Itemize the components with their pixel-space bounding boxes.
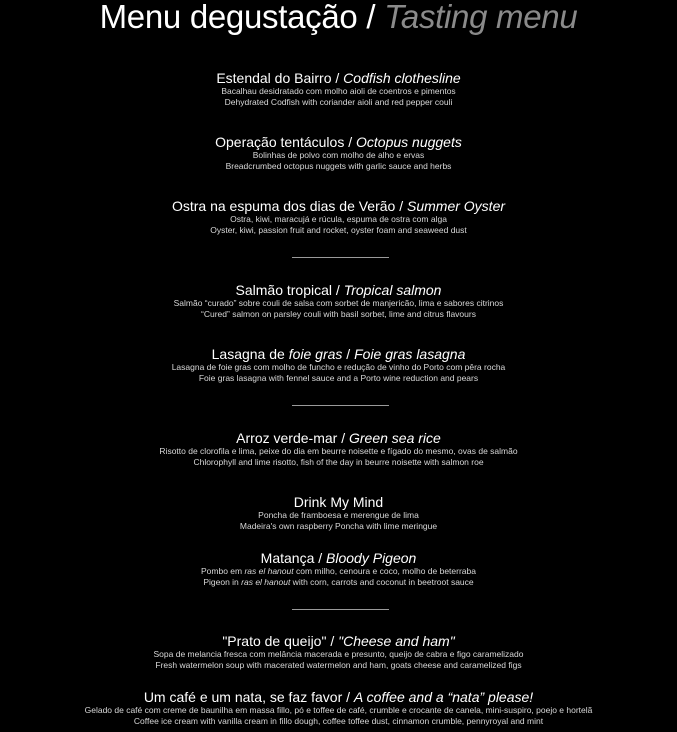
menu-item-codfish	[0, 70, 677, 108]
dish-name-separator: /	[326, 633, 339, 649]
menu-item-oyster	[0, 198, 677, 236]
desc-pt-italic: ras el hanout	[244, 566, 294, 576]
desc-pt-end: com milho, cenoura e coco, molho de beterraba	[293, 566, 476, 576]
dish-name-pt: Estendal do Bairro	[216, 70, 332, 86]
dish-description-en: Madeira's own raspberry Poncha with lime meringue	[239, 521, 438, 531]
dish-name-separator: /	[314, 550, 327, 566]
dish-name-en: Tropical salmon	[343, 282, 442, 298]
dish-name-pt: Salmão tropical	[235, 282, 333, 298]
section-divider	[292, 257, 389, 258]
dish-name-separator: /	[342, 346, 355, 362]
page-title-en: Tasting menu	[384, 0, 578, 35]
dish-title	[0, 346, 677, 362]
dish-name-separator: /	[342, 689, 354, 705]
dish-name-pt: Arroz verde-mar	[236, 430, 338, 446]
dish-name-separator: /	[337, 430, 349, 446]
menu-item-cheese	[0, 633, 677, 671]
section-divider	[292, 405, 389, 406]
dish-description-pt: Gelado de café com creme de baunilha em massa fillo, pó e toffee de café, crumble e crocante de canela, mini-suspiro, poejo e hortelã	[84, 705, 593, 715]
dish-description-pt: Poncha de framboesa e merengue de lima	[258, 510, 419, 520]
menu-item-drink	[0, 494, 677, 532]
dish-title	[0, 282, 677, 298]
menu-item-pigeon	[0, 550, 677, 588]
dish-description-en: Fresh watermelon soup with macerated watermelon and ham, goats cheese and caramelized figs	[155, 660, 522, 670]
dish-name-en: Bloody Pigeon	[326, 550, 417, 566]
dish-name-en: Green sea rice	[348, 430, 441, 446]
dish-title	[0, 494, 677, 510]
dish-description-en: Chlorophyll and lime risotto, fish of the day in beurre noisette with salmon roe	[193, 457, 484, 467]
menu-item-green-rice	[0, 430, 677, 468]
dish-description-pt: Lasagna de foie gras com molho de funcho e redução de vinho do Porto com pêra rocha	[171, 362, 506, 372]
desc-en-start: Pigeon in	[203, 577, 242, 587]
dish-description-en: “Cured” salmon on parsley couli with basil sorbet, lime and citrus flavours	[201, 309, 476, 319]
dish-name-pt-italic: foie gras	[284, 346, 343, 362]
dish-name-separator: /	[331, 70, 344, 86]
dish-description-pt: Risotto de clorofila e lima, peixe do dia em beurre noisette e fígado do mesmo, ovas de salmão	[159, 446, 518, 456]
dish-description-pt	[0, 566, 677, 577]
dish-description-pt: Sopa de melancia fresca com melância macerada e presunto, queijo de cabra e figo caramelizado	[153, 649, 524, 659]
dish-name-pt: Um café e um nata, se faz favor	[143, 689, 343, 705]
dish-title	[0, 430, 677, 446]
dish-title	[0, 633, 677, 649]
menu-item-salmon	[0, 282, 677, 320]
dish-name-separator: /	[344, 134, 356, 150]
page-title-pt: Menu degustação	[99, 0, 358, 35]
desc-en-italic: ras el hanout	[241, 577, 291, 587]
menu-item-lasagna	[0, 346, 677, 384]
dish-description-en: Oyster, kiwi, passion fruit and rocket, oyster foam and seaweed dust	[210, 225, 467, 235]
desc-en-end: with corn, carrots and coconut in beetroot sauce	[290, 577, 474, 587]
dish-title	[0, 689, 677, 705]
dish-name-en: A coffee and a “nata” please!	[353, 689, 534, 705]
page-title	[0, 0, 677, 34]
dish-name-pt: Lasagna de	[211, 346, 285, 362]
dish-name-pt: Matança	[260, 550, 315, 566]
dish-description-en: Dehydrated Codfish with coriander aioli and red pepper couli	[224, 97, 453, 107]
dish-name-separator: /	[332, 282, 344, 298]
section-divider	[292, 609, 389, 610]
dish-name-separator: /	[395, 198, 407, 214]
dish-name-en: Summer Oyster	[407, 198, 506, 214]
dish-name-pt: Ostra na espuma dos dias de Verão	[171, 198, 396, 214]
dish-title	[0, 550, 677, 566]
dish-name-en: Octopus nuggets	[356, 134, 462, 150]
page-title-separator: /	[357, 0, 385, 35]
dish-description-pt: Salmão “curado” sobre couli de salsa com sorbet de manjericão, lima e sabores citrinos	[173, 298, 504, 308]
dish-name-en: Foie gras lasagna	[354, 346, 466, 362]
dish-title	[0, 134, 677, 150]
dish-name: Drink My Mind	[293, 494, 384, 510]
dish-name-pt: "Prato de queijo"	[222, 633, 327, 649]
dish-description-pt: Ostra, kiwi, maracujá e rúcula, espuma de ostra com alga	[230, 214, 447, 224]
dish-title	[0, 198, 677, 214]
menu-item-octopus	[0, 134, 677, 172]
dish-description-en	[0, 577, 677, 588]
dish-description-en: Breadcrumbed octopus nuggets with garlic sauce and herbs	[225, 161, 452, 171]
dish-description-pt: Bolinhas de polvo com molho de alho e ervas	[252, 150, 425, 160]
dish-name-en: "Cheese and ham"	[338, 633, 455, 649]
dish-title	[0, 70, 677, 86]
desc-pt-start: Pombo em	[200, 566, 245, 576]
dish-description-pt: Bacalhau desidratado com molho aioli de coentros e pimentos	[221, 86, 456, 96]
dish-name-en: Codfish clothesline	[343, 70, 461, 86]
menu-item-coffee	[0, 689, 677, 727]
dish-description-en: Foie gras lasagna with fennel sauce and a Porto wine reduction and pears	[198, 373, 479, 383]
dish-name-pt: Operação tentáculos	[215, 134, 345, 150]
dish-description-en: Coffee ice cream with vanilla cream in fillo dough, coffee toffee dust, cinnamon crumble, pennyroyal and mint	[133, 716, 544, 726]
